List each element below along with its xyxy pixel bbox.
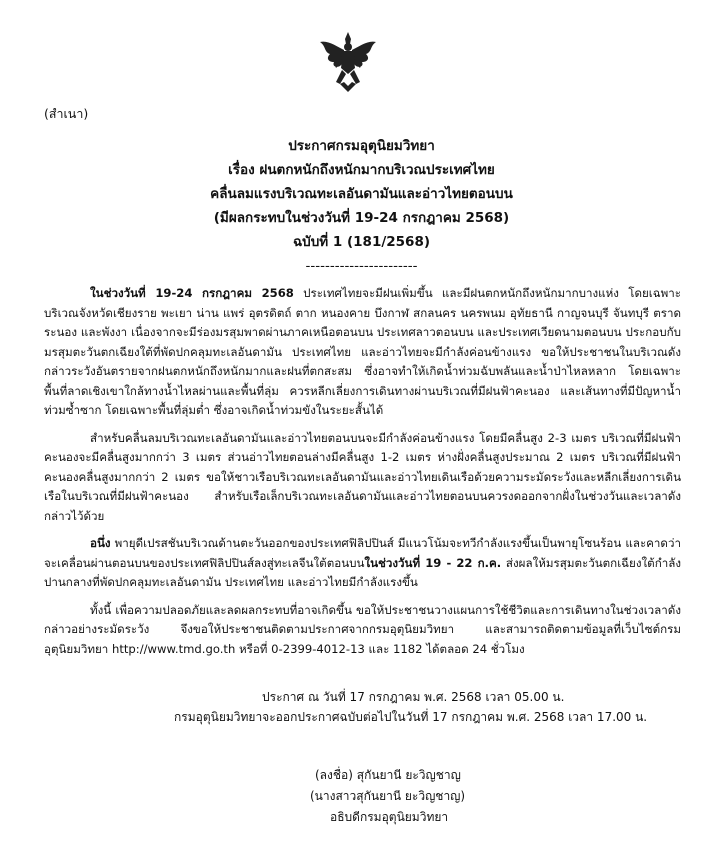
paragraph-3-text: พายุดีเปรสชันบริเวณด้านตะวันออกของประเทศฟิลิปปินส์ มีแนวโน้มจะทวีกำลังแรงขึ้นเป็นพายุโซนร้อน และคาดว่าจะเคลื่อนผ่านตอนบนของประเทศฟิลิปปินส์ลงสู่ทะเลจีนใต้ตอนบน bbox=[44, 536, 681, 570]
heading-subject: เรื่อง ฝนตกหนักถึงหนักมากบริเวณประเทศไทย bbox=[228, 162, 495, 178]
paragraph-2: สำหรับคลื่นลมบริเวณทะเลอันดามันและอ่าวไทยตอนบนจะมีกำลังค่อนข้างแรง โดยมีคลื่นสูง 2-3 เมตร บริเวณที่มีฝนฟ้าคะนองจะมีคลื่นสูงมากกว่า 3 เมตร ส่วนอ่าวไทยตอนล่างมีคลื่นสูง 1-2 เมตร ห่างฝั่งคลื่นสูงประมาณ 2 เมตร บริเวณที่มีฝนฟ้าคะนองคลื่นสูงมากกว่า 2 เมตร ขอให้ชาวเรือบริเวณทะเลอันดามันและอ่าวไทยเดินเรือด้วยความระมัดระวังและหลีกเลี่ยงการเดินเรือในบริเวณที่มีฝนฟ้าคะนอง สำหรับเรือเล็กบริเวณทะเลอันดามันและอ่าวไทยตอนบนควรงดออกจากฝั่งในช่วงวันและเวลาดังกล่าวไว้ด้วย bbox=[44, 430, 681, 523]
announcement-body bbox=[44, 284, 681, 667]
signature-title: อธิบดีกรมอุตุนิยมวิทยา bbox=[330, 810, 449, 824]
next-announcement: กรมอุตุนิยมวิทยาจะออกประกาศฉบับต่อไปในวันที่ 17 กรกฎาคม พ.ศ. 2568 เวลา 17.00 น. bbox=[174, 710, 648, 724]
heading-divider: ----------------------- bbox=[305, 258, 418, 274]
signature-name: (นางสาวสุกันยานี ยะวิญชาญ) bbox=[310, 789, 466, 803]
paragraph-1 bbox=[44, 284, 681, 421]
heading-subject-2: คลื่นลมแรงบริเวณทะเลอันดามันและอ่าวไทยตอนบน bbox=[210, 186, 513, 202]
paragraph-1-date: ในช่วงวันที่ 19-24 กรกฎาคม 2568 bbox=[90, 286, 294, 300]
signature-signed: (ลงชื่อ) สุกันยานี ยะวิญชาญ bbox=[315, 768, 461, 782]
announce-date: ประกาศ ณ วันที่ 17 กรกฎาคม พ.ศ. 2568 เวลา 05.00 น. bbox=[262, 690, 565, 704]
paragraph-1-text: ประเทศไทยจะมีฝนเพิ่มขึ้น และมีฝนตกหนักถึงหนักมากบางแห่ง โดยเฉพาะบริเวณจังหวัดเชียงราย พะเยา น่าน แพร่ อุตรดิตถ์ ตาก หนองคาย บึงกาฬ สกลนคร นครพนม อุทัยธานี กาญจนบุรี จันทบุรี ตราด ระนอง และพังงา เนื่องจากจะมีร่องมรสุมพาดผ่านภาคเหนือตอนบน ประเทศลาวตอนบน และประเทศเวียดนามตอนบน ประกอบกับมรสุมตะวันตกเฉียงใต้ที่พัดปกคลุมทะเลอันดามัน ประเทศไทย และอ่าวไทยจะมีกำลังค่อนข้างแรง ขอให้ประชาชนในบริเวณดังกล่าวระวังอันตรายจากฝนตกหนักถึงหนักมากและฝนที่ตกสะสม ซึ่งอาจทำให้เกิดน้ำท่วมฉับพลันและน้ำป่าไหลหลาก โดยเฉพาะพื้นที่ลาดเชิงเขาใกล้ทางน้ำไหลผ่านและพื้นที่ลุ่ม ควรหลีกเลี่ยงการเดินทางผ่านบริเวณที่มีฝนฟ้าคะนอง และเส้นทางที่มีปัญหาน้ำท่วมซ้ำซาก โดยเฉพาะพื้นที่ลุ่มต่ำ ซึ่งอาจเกิดน้ำท่วมขังในระยะสั้นได้ bbox=[44, 286, 682, 417]
announcement-heading bbox=[0, 134, 723, 278]
heading-title: ประกาศกรมอุตุนิยมวิทยา bbox=[288, 138, 435, 154]
copy-label: (สำเนา) bbox=[44, 106, 89, 121]
paragraph-3 bbox=[44, 534, 681, 593]
garuda-emblem-icon bbox=[318, 30, 378, 96]
paragraph-4: ทั้งนี้ เพื่อความปลอดภัยและลดผลกระทบที่อาจเกิดขึ้น ขอให้ประชาชนวางแผนการใช้ชีวิตและการเดินทางในช่วงเวลาดังกล่าวอย่างระมัดระวัง จึงขอให้ประชาชนติดตามประกาศจากกรมอุตุนิยมวิทยา และสามารถติดตามข้อมูลที่เว็บไซต์กรมอุตุนิยมวิทยา http://www.tmd.go.th หรือที่ 0-2399-4012-13 และ 1182 ได้ตลอด 24 ชั่วโมง bbox=[44, 602, 681, 656]
heading-issue-number: ฉบับที่ 1 (181/2568) bbox=[292, 234, 431, 250]
paragraph-3-text-end: ส่งผลให้มรสุมตะวันตกเฉียงใต้กำลังปานกลางที่พัดปกคลุมทะเลอันดามัน ประเทศไทย และอ่าวไทยมีกำลังแรงขึ้น bbox=[44, 555, 681, 589]
paragraph-3-period: ในช่วงวันที่ 19 - 22 ก.ค. bbox=[364, 555, 502, 570]
paragraph-3-lead: อนึ่ง bbox=[90, 536, 111, 550]
heading-impact-period: (มีผลกระทบในช่วงวันที่ 19-24 กรกฎาคม 2568) bbox=[213, 210, 510, 226]
